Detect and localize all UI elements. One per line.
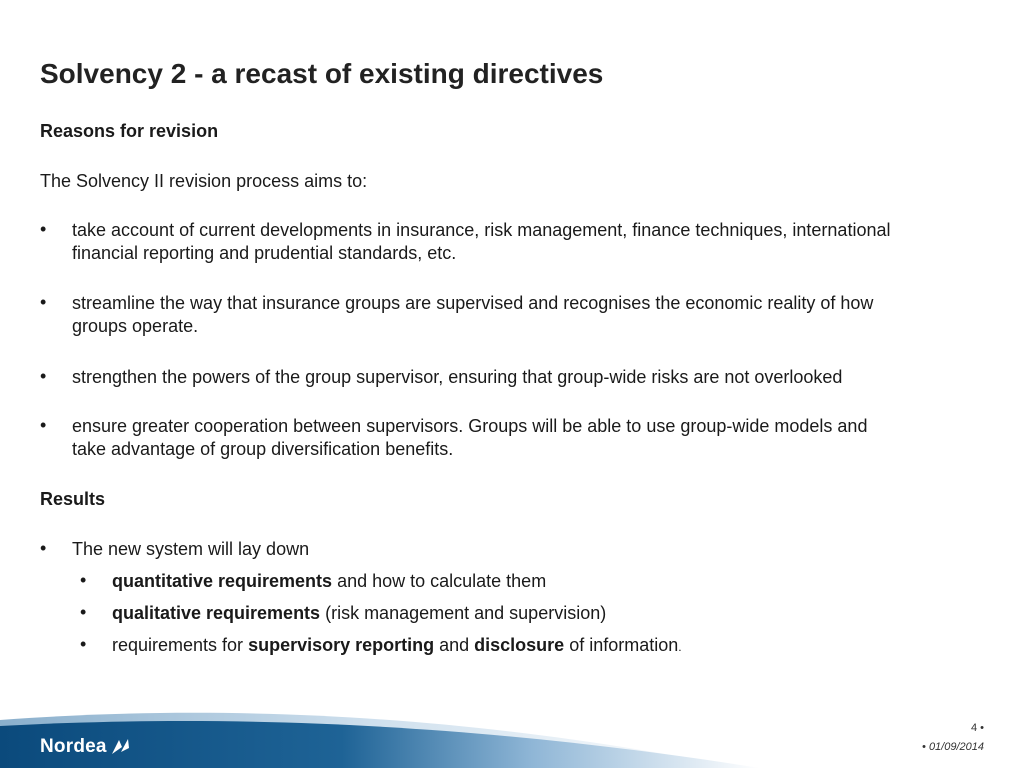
sub-bullet-post: of information xyxy=(564,635,679,655)
sub-bullet-icon: • xyxy=(80,570,87,590)
section-heading-results: Results xyxy=(40,489,106,509)
bullet-line: take account of current developments in insurance, risk management, finance techniques, international xyxy=(72,220,891,240)
sub-bullet-icon: • xyxy=(80,602,87,622)
bullet-line: groups operate. xyxy=(72,316,199,336)
bullet-icon: • xyxy=(40,366,47,386)
bullet-line: streamline the way that insurance groups are supervised and recognises the economic reality of how xyxy=(72,293,874,313)
bullet-line: financial reporting and prudential standards, etc. xyxy=(72,243,457,263)
bullet-icon: • xyxy=(40,538,47,558)
page-number: 4 • xyxy=(970,722,984,734)
bullet-line: strengthen the powers of the group supervisor, ensuring that group-wide risks are not overlooked xyxy=(72,367,843,387)
bullet-icon: • xyxy=(40,415,47,435)
slide-date: • 01/09/2014 xyxy=(922,741,984,753)
sub-bullet-bold: qualitative requirements xyxy=(112,603,321,623)
sub-bullet-rest: and how to calculate them xyxy=(332,571,547,591)
sub-bullet-icon: • xyxy=(80,634,87,654)
bullet-icon: • xyxy=(40,292,47,312)
sub-bullet-end: . xyxy=(678,640,682,654)
sub-bullet-pre: requirements for xyxy=(112,635,249,655)
sub-bullet-bold: disclosure xyxy=(474,635,565,655)
sub-bullet-rest: (risk management and supervision) xyxy=(320,603,607,623)
bullet-line: ensure greater cooperation between supervisors. Groups will be able to use group-wide models and xyxy=(72,416,868,436)
sub-bullet-bold: supervisory reporting xyxy=(248,635,435,655)
bullet-icon: • xyxy=(40,219,47,239)
intro-text: The Solvency II revision process aims to: xyxy=(40,171,368,191)
nordea-logo xyxy=(40,736,130,758)
sub-bullet-bold: quantitative requirements xyxy=(112,571,333,591)
results-bullet-text: The new system will lay down xyxy=(72,539,310,559)
nordea-sail-icon xyxy=(110,738,130,756)
sub-bullet-mid: and xyxy=(434,635,475,655)
slide-title: Solvency 2 - a recast of existing directives xyxy=(40,58,604,89)
section-heading-reasons: Reasons for revision xyxy=(40,121,219,141)
logo-text: Nordea xyxy=(40,736,107,757)
bullet-line: take advantage of group diversification benefits. xyxy=(72,439,454,459)
